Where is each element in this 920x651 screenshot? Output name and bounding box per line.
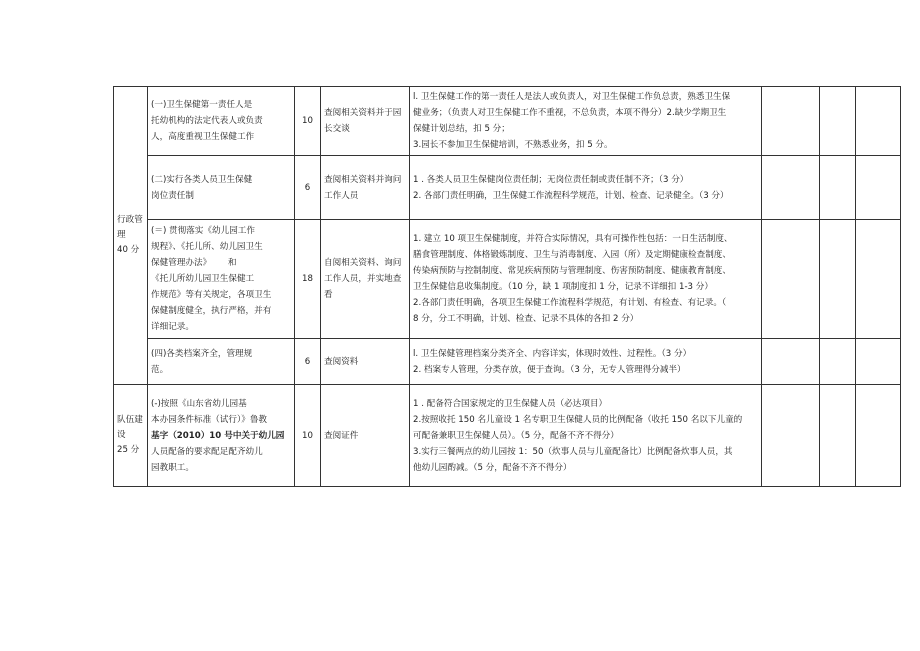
method-text: 工作人员	[324, 190, 359, 201]
standard-item-cell	[148, 220, 295, 339]
blank-cell	[762, 385, 820, 487]
method-text: 查阅相关资料并询问	[324, 174, 402, 185]
item-text: (＝) 贯彻落实《幼儿园工作	[151, 226, 255, 236]
score-cell: 18	[295, 220, 321, 339]
detail-text: 2. 档案专人管理，分类存放，便于查询。（3 分，无专人管理得分减半）	[413, 364, 686, 375]
detail-text: 健业务；（负责人对卫生保健工作不重视，不总负责，本项不得分）2.缺少学期卫生	[413, 108, 727, 118]
detail-cell	[410, 385, 762, 487]
blank-cell	[856, 385, 901, 487]
method-cell	[321, 156, 410, 220]
blank-cell	[820, 220, 856, 339]
detail-text: 膳食管理制度、体格锻炼制度、卫生与消毒制度、入园（所）及定期健康检查制度、	[413, 250, 731, 260]
blank-cell	[762, 339, 820, 385]
standard-item-cell	[148, 385, 295, 487]
detail-text: 他幼儿园酌减。（5 分，配备不齐不得分）	[413, 462, 572, 473]
blank-cell	[820, 87, 856, 156]
method-cell	[321, 385, 410, 487]
table-row	[114, 339, 901, 385]
detail-cell	[410, 339, 762, 385]
item-text: (二)实行各类人员卫生保健	[151, 174, 253, 185]
detail-text: l. 卫生保健工作的第一责任人是法人或负责人，对卫生保健工作负总责，熟悉卫生保	[413, 92, 731, 102]
score-cell: 10	[295, 87, 321, 156]
method-text: 自阅相关资料、询问	[324, 258, 402, 268]
item-text: 保健制度健全，执行严格，并有	[151, 306, 272, 316]
blank-cell	[820, 156, 856, 220]
blank-cell	[762, 156, 820, 220]
detail-text: 3.园长不参加卫生保健培训，不熟悉业务，扣 5 分。	[413, 140, 613, 150]
item-text: 详细记录。	[151, 322, 194, 332]
detail-text: 1. 建立 10 项卫生保健制度，并符合实际情况，具有可操作性包括：一日生活制度、	[413, 234, 733, 244]
method-cell	[321, 339, 410, 385]
method-cell	[321, 87, 410, 156]
score-cell: 6	[295, 339, 321, 385]
item-text: 和	[227, 258, 237, 268]
detail-cell	[410, 156, 762, 220]
detail-text: 可配备兼职卫生保健人员）。（5 分，配备不齐不得分）	[413, 430, 619, 441]
item-text: 托幼机构的法定代表人或负责	[151, 116, 263, 126]
method-text: 查阅证件	[324, 430, 359, 441]
detail-text: 卫生保健信息收集制度。（10 分，缺 1 项制度扣 1 分，记录不详细扣 1-3 分）	[413, 282, 713, 292]
item-text: 规程》、《托儿所、幼儿园卫生	[151, 242, 263, 252]
detail-text: 保健计划总结，扣 5 分；	[413, 124, 510, 134]
category-text: 队伍建	[117, 415, 143, 425]
item-text: 《托儿所幼儿园卫生保健工	[151, 274, 255, 284]
method-text: 查阅相关资料并于园	[324, 108, 402, 118]
table-row	[114, 220, 901, 339]
category-text: 理	[117, 230, 126, 240]
item-text: (一)卫生保健第一责任人是	[151, 100, 253, 110]
blank-cell	[856, 156, 901, 220]
method-text: 长交谈	[324, 124, 350, 134]
detail-text: 传染病预防与控制制度、常见疾病预防与管理制度、伤害预防制度、健康教育制度、	[413, 266, 731, 276]
table-row	[114, 385, 901, 487]
detail-text: 2.各部门责任明确，各项卫生保健工作流程科学规范，有计划、有检查、有记录。（	[413, 298, 727, 308]
blank-cell	[820, 385, 856, 487]
detail-text: 1 . 各类人员卫生保健岗位责任制；无岗位责任制或责任制不齐；（3 分）	[413, 174, 689, 185]
detail-text: 2. 各部门责任明确，卫生保健工作流程科学规范，计划、检查、记录健全。（3 分）	[413, 190, 729, 201]
method-text: 工作人员，并实地查	[324, 274, 402, 284]
blank-cell	[762, 220, 820, 339]
health-care-assessment-table	[113, 86, 901, 487]
method-text: 查阅资料	[324, 356, 359, 367]
method-cell	[321, 220, 410, 339]
blank-cell	[856, 220, 901, 339]
item-text: 本办园条件标准（试行）》鲁教	[151, 414, 268, 425]
detail-cell	[410, 87, 762, 156]
detail-text: 3.实行三餐两点的幼儿园按 1：50（炊事人员与儿童配备比）比例配备炊事人员，其	[413, 446, 733, 457]
score-cell: 6	[295, 156, 321, 220]
detail-text: l. 卫生保健管理档案分类齐全、内容详实，体现时效性、过程性。（3 分）	[413, 348, 692, 359]
blank-cell	[856, 87, 901, 156]
item-text: 人，高度重视卫生保健工作	[151, 132, 255, 142]
category-cell	[114, 87, 148, 385]
detail-text: 1 . 配备符合国家规定的卫生保健人员（必达项目）	[413, 398, 608, 409]
blank-cell	[856, 339, 901, 385]
detail-cell	[410, 220, 762, 339]
item-text: 作规范》等有关规定，各项卫生	[151, 290, 272, 300]
item-text: 范。	[151, 364, 169, 375]
item-text: 保健管理办法》	[151, 258, 212, 268]
category-score: 25 分	[117, 445, 140, 455]
blank-cell	[762, 87, 820, 156]
category-score: 40 分	[117, 245, 140, 255]
detail-text: 2.按照收托 150 名儿童设 1 名专职卫生保健人员的比例配备（收托 150 名以下儿童的	[413, 414, 743, 425]
item-text: 基字（2010）10 号中关于幼儿园	[151, 430, 285, 441]
detail-text: 8 分，分工不明确，计划、检查、记录不具体的各扣 2 分）	[413, 314, 639, 324]
standard-item-cell	[148, 87, 295, 156]
score-cell: 10	[295, 385, 321, 487]
table-row	[114, 87, 901, 156]
category-text: 行政管	[117, 215, 143, 225]
blank-cell	[820, 339, 856, 385]
table-row	[114, 156, 901, 220]
category-cell	[114, 385, 148, 487]
standard-item-cell	[148, 339, 295, 385]
method-text: 看	[324, 290, 333, 300]
category-text: 设	[117, 430, 126, 440]
item-text: 人员配备的要求配足配齐幼儿	[151, 446, 263, 457]
item-text: (-)按照《山东省幼儿园基	[151, 398, 247, 409]
standard-item-cell	[148, 156, 295, 220]
item-text: 岗位责任制	[151, 190, 194, 201]
item-text: (四)各类档案齐全，管理规	[151, 348, 253, 359]
item-text: 园教职工。	[151, 462, 194, 473]
